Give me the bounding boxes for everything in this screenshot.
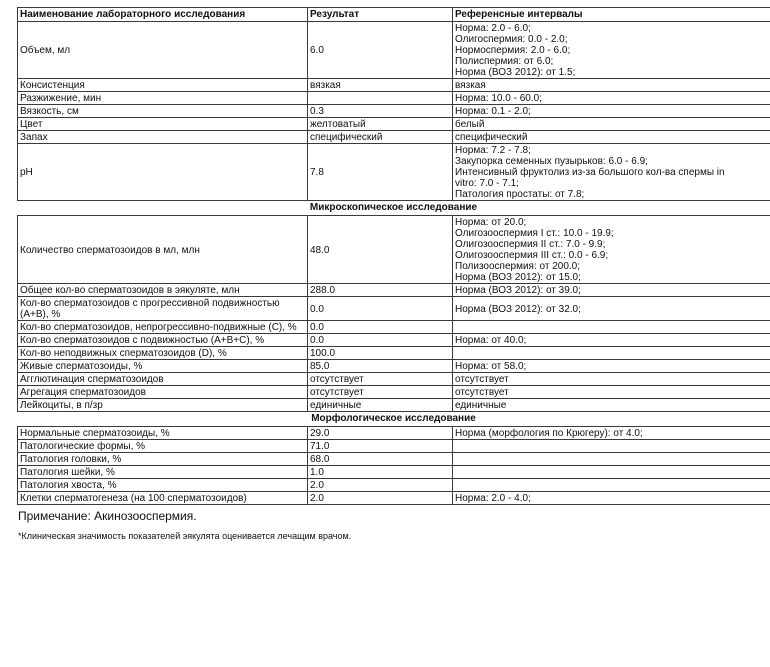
reference-line: вязкая <box>455 80 486 91</box>
table-row <box>18 347 770 360</box>
test-result <box>308 92 453 105</box>
test-name: Патологические формы, % <box>18 440 308 453</box>
reference-interval <box>453 453 770 466</box>
section-title-morphology: Морфологическое исследование <box>311 413 476 424</box>
test-name: Патология шейки, % <box>18 466 308 479</box>
table-row <box>18 427 770 440</box>
table-row <box>18 479 770 492</box>
test-name: Патология хвоста, % <box>18 479 308 492</box>
test-name: Вязкость, см <box>18 105 308 118</box>
reference-line: Норма (морфология по Крюгеру): от 4.0; <box>455 428 643 439</box>
test-name: Разжижение, мин <box>18 92 308 105</box>
table-row <box>18 297 770 321</box>
test-name: Агглютинация сперматозоидов <box>18 373 308 386</box>
reference-line: Норма: 2.0 - 6.0; <box>455 23 531 34</box>
reference-interval <box>453 373 770 386</box>
test-result: 7.8 <box>308 144 453 201</box>
reference-interval <box>453 118 770 131</box>
reference-line: Полиспермия: от 6.0; <box>455 56 554 67</box>
table-row <box>18 334 770 347</box>
reference-line: Норма (ВОЗ 2012): от 32.0; <box>455 303 581 315</box>
test-result: 0.3 <box>308 105 453 118</box>
reference-interval <box>453 386 770 399</box>
header-name: Наименование лабораторного исследования <box>18 8 308 22</box>
test-name: Кол-во неподвижных сперматозоидов (D), % <box>18 347 308 360</box>
test-name: Кол-во сперматозоидов с прогрессивной подвижностью (А+В), % <box>18 297 308 321</box>
test-result: 2.0 <box>308 492 453 505</box>
table-row <box>18 131 770 144</box>
reference-line: Закупорка семенных пузырьков: 6.0 - 6.9; <box>455 156 648 167</box>
table-row <box>18 118 770 131</box>
reference-interval <box>453 284 770 297</box>
reference-line: Норма (ВОЗ 2012): от 1.5; <box>455 67 576 78</box>
reference-interval <box>453 105 770 118</box>
reference-line: Интенсивный фруктолиз из-за большого кол-ва спермы in <box>455 167 725 178</box>
test-name: Цвет <box>18 118 308 131</box>
table-header <box>18 8 770 22</box>
reference-interval <box>453 399 770 412</box>
reference-interval <box>453 360 770 373</box>
test-result: отсутствует <box>308 373 453 386</box>
test-result: 0.0 <box>308 321 453 334</box>
test-name: Лейкоциты, в п/зр <box>18 399 308 412</box>
reference-interval <box>453 334 770 347</box>
reference-line: Норма: от 58.0; <box>455 361 527 372</box>
test-name: Запах <box>18 131 308 144</box>
reference-line: Патология простаты: от 7.8; <box>455 189 585 200</box>
test-result: 1.0 <box>308 466 453 479</box>
reference-interval <box>453 427 770 440</box>
table-row <box>18 144 770 201</box>
test-result: 288.0 <box>308 284 453 297</box>
table-row <box>18 360 770 373</box>
test-name: pH <box>18 144 308 201</box>
test-result: 29.0 <box>308 427 453 440</box>
reference-interval <box>453 79 770 92</box>
table-row <box>18 92 770 105</box>
table-row <box>18 466 770 479</box>
table-row <box>18 386 770 399</box>
test-result: 0.0 <box>308 334 453 347</box>
reference-line: Норма (ВОЗ 2012): от 39.0; <box>455 285 581 296</box>
test-name: Нормальные сперматозоиды, % <box>18 427 308 440</box>
test-name: Общее кол-во сперматозоидов в эякуляте, млн <box>18 284 308 297</box>
test-name: Консистенция <box>18 79 308 92</box>
table-row <box>18 492 770 505</box>
reference-interval <box>453 440 770 453</box>
reference-line: Норма: 0.1 - 2.0; <box>455 106 531 117</box>
reference-line: Норма: 2.0 - 4.0; <box>455 493 531 504</box>
table-general <box>17 7 770 201</box>
section-rows <box>18 22 770 201</box>
reference-interval <box>453 466 770 479</box>
test-result: специфический <box>308 131 453 144</box>
test-name: Патология головки, % <box>18 453 308 466</box>
reference-interval <box>453 216 770 284</box>
test-name: Кол-во сперматозоидов с подвижностью (А+В+С), % <box>18 334 308 347</box>
reference-interval <box>453 479 770 492</box>
reference-line: Нормоспермия: 2.0 - 6.0; <box>455 45 571 56</box>
reference-line: единичные <box>455 400 507 411</box>
test-name: Количество сперматозоидов в мл, млн <box>18 216 308 284</box>
test-name: Агрегация сперматозоидов <box>18 386 308 399</box>
test-name: Объем, мл <box>18 22 308 79</box>
header-reference: Референсные интервалы <box>453 8 770 22</box>
test-result: 85.0 <box>308 360 453 373</box>
reference-interval <box>453 347 770 360</box>
reference-line: специфический <box>455 132 528 143</box>
test-result: отсутствует <box>308 386 453 399</box>
note: Примечание: Акинозооспермия. <box>18 509 197 523</box>
reference-interval <box>453 492 770 505</box>
reference-line: Норма: 10.0 - 60.0; <box>455 93 542 104</box>
table-row <box>18 399 770 412</box>
reference-line: Олигоспермия: 0.0 - 2.0; <box>455 34 568 45</box>
table-row <box>18 216 770 284</box>
test-name: Кол-во сперматозоидов, непрогрессивно-подвижные (С), % <box>18 321 308 334</box>
reference-line: Норма: от 20.0; <box>455 217 527 228</box>
reference-line: Олигозооспермия III ст.: 0.0 - 6.9; <box>455 250 609 261</box>
test-result: вязкая <box>308 79 453 92</box>
reference-line: Полизооспермия: от 200.0; <box>455 261 581 272</box>
test-result: 0.0 <box>308 297 453 321</box>
test-name: Живые сперматозоиды, % <box>18 360 308 373</box>
table-row <box>18 373 770 386</box>
section-title-microscopic: Микроскопическое исследование <box>309 202 478 213</box>
reference-interval <box>453 131 770 144</box>
test-result: 6.0 <box>308 22 453 79</box>
table-microscopic <box>17 215 770 412</box>
reference-line: белый <box>455 119 485 130</box>
table-row <box>18 22 770 79</box>
test-result: 68.0 <box>308 453 453 466</box>
reference-line: Норма: от 40.0; <box>455 335 527 346</box>
section-rows <box>18 427 770 505</box>
test-result: 71.0 <box>308 440 453 453</box>
reference-interval <box>453 144 770 201</box>
table-row <box>18 284 770 297</box>
reference-line: Норма (ВОЗ 2012): от 15.0; <box>455 272 581 283</box>
header-result: Результат <box>308 8 453 22</box>
table-morphology <box>17 426 770 505</box>
table-row <box>18 105 770 118</box>
reference-line: Олигозооспермия I ст.: 10.0 - 19.9; <box>455 228 614 239</box>
table-row <box>18 321 770 334</box>
footnote: *Клиническая значимость показателей эякулята оценивается лечащим врачом. <box>18 531 352 541</box>
reference-line: отсутствует <box>455 374 509 385</box>
table-row <box>18 79 770 92</box>
reference-line: vitro: 7.0 - 7.1; <box>455 178 519 189</box>
reference-interval <box>453 92 770 105</box>
reference-interval <box>453 297 770 321</box>
section-rows <box>18 216 770 412</box>
reference-line: отсутствует <box>455 387 509 398</box>
test-result: 2.0 <box>308 479 453 492</box>
reference-line: Олигозооспермия II ст.: 7.0 - 9.9; <box>455 239 606 250</box>
test-result: желтоватый <box>308 118 453 131</box>
lab-report <box>17 7 770 542</box>
table-row <box>18 453 770 466</box>
test-result: 48.0 <box>308 216 453 284</box>
reference-line: Норма: 7.2 - 7.8; <box>455 145 531 156</box>
table-row <box>18 440 770 453</box>
reference-interval <box>453 321 770 334</box>
test-result: единичные <box>308 399 453 412</box>
test-name: Клетки сперматогенеза (на 100 сперматозоидов) <box>18 492 308 505</box>
test-result: 100.0 <box>308 347 453 360</box>
reference-interval <box>453 22 770 79</box>
